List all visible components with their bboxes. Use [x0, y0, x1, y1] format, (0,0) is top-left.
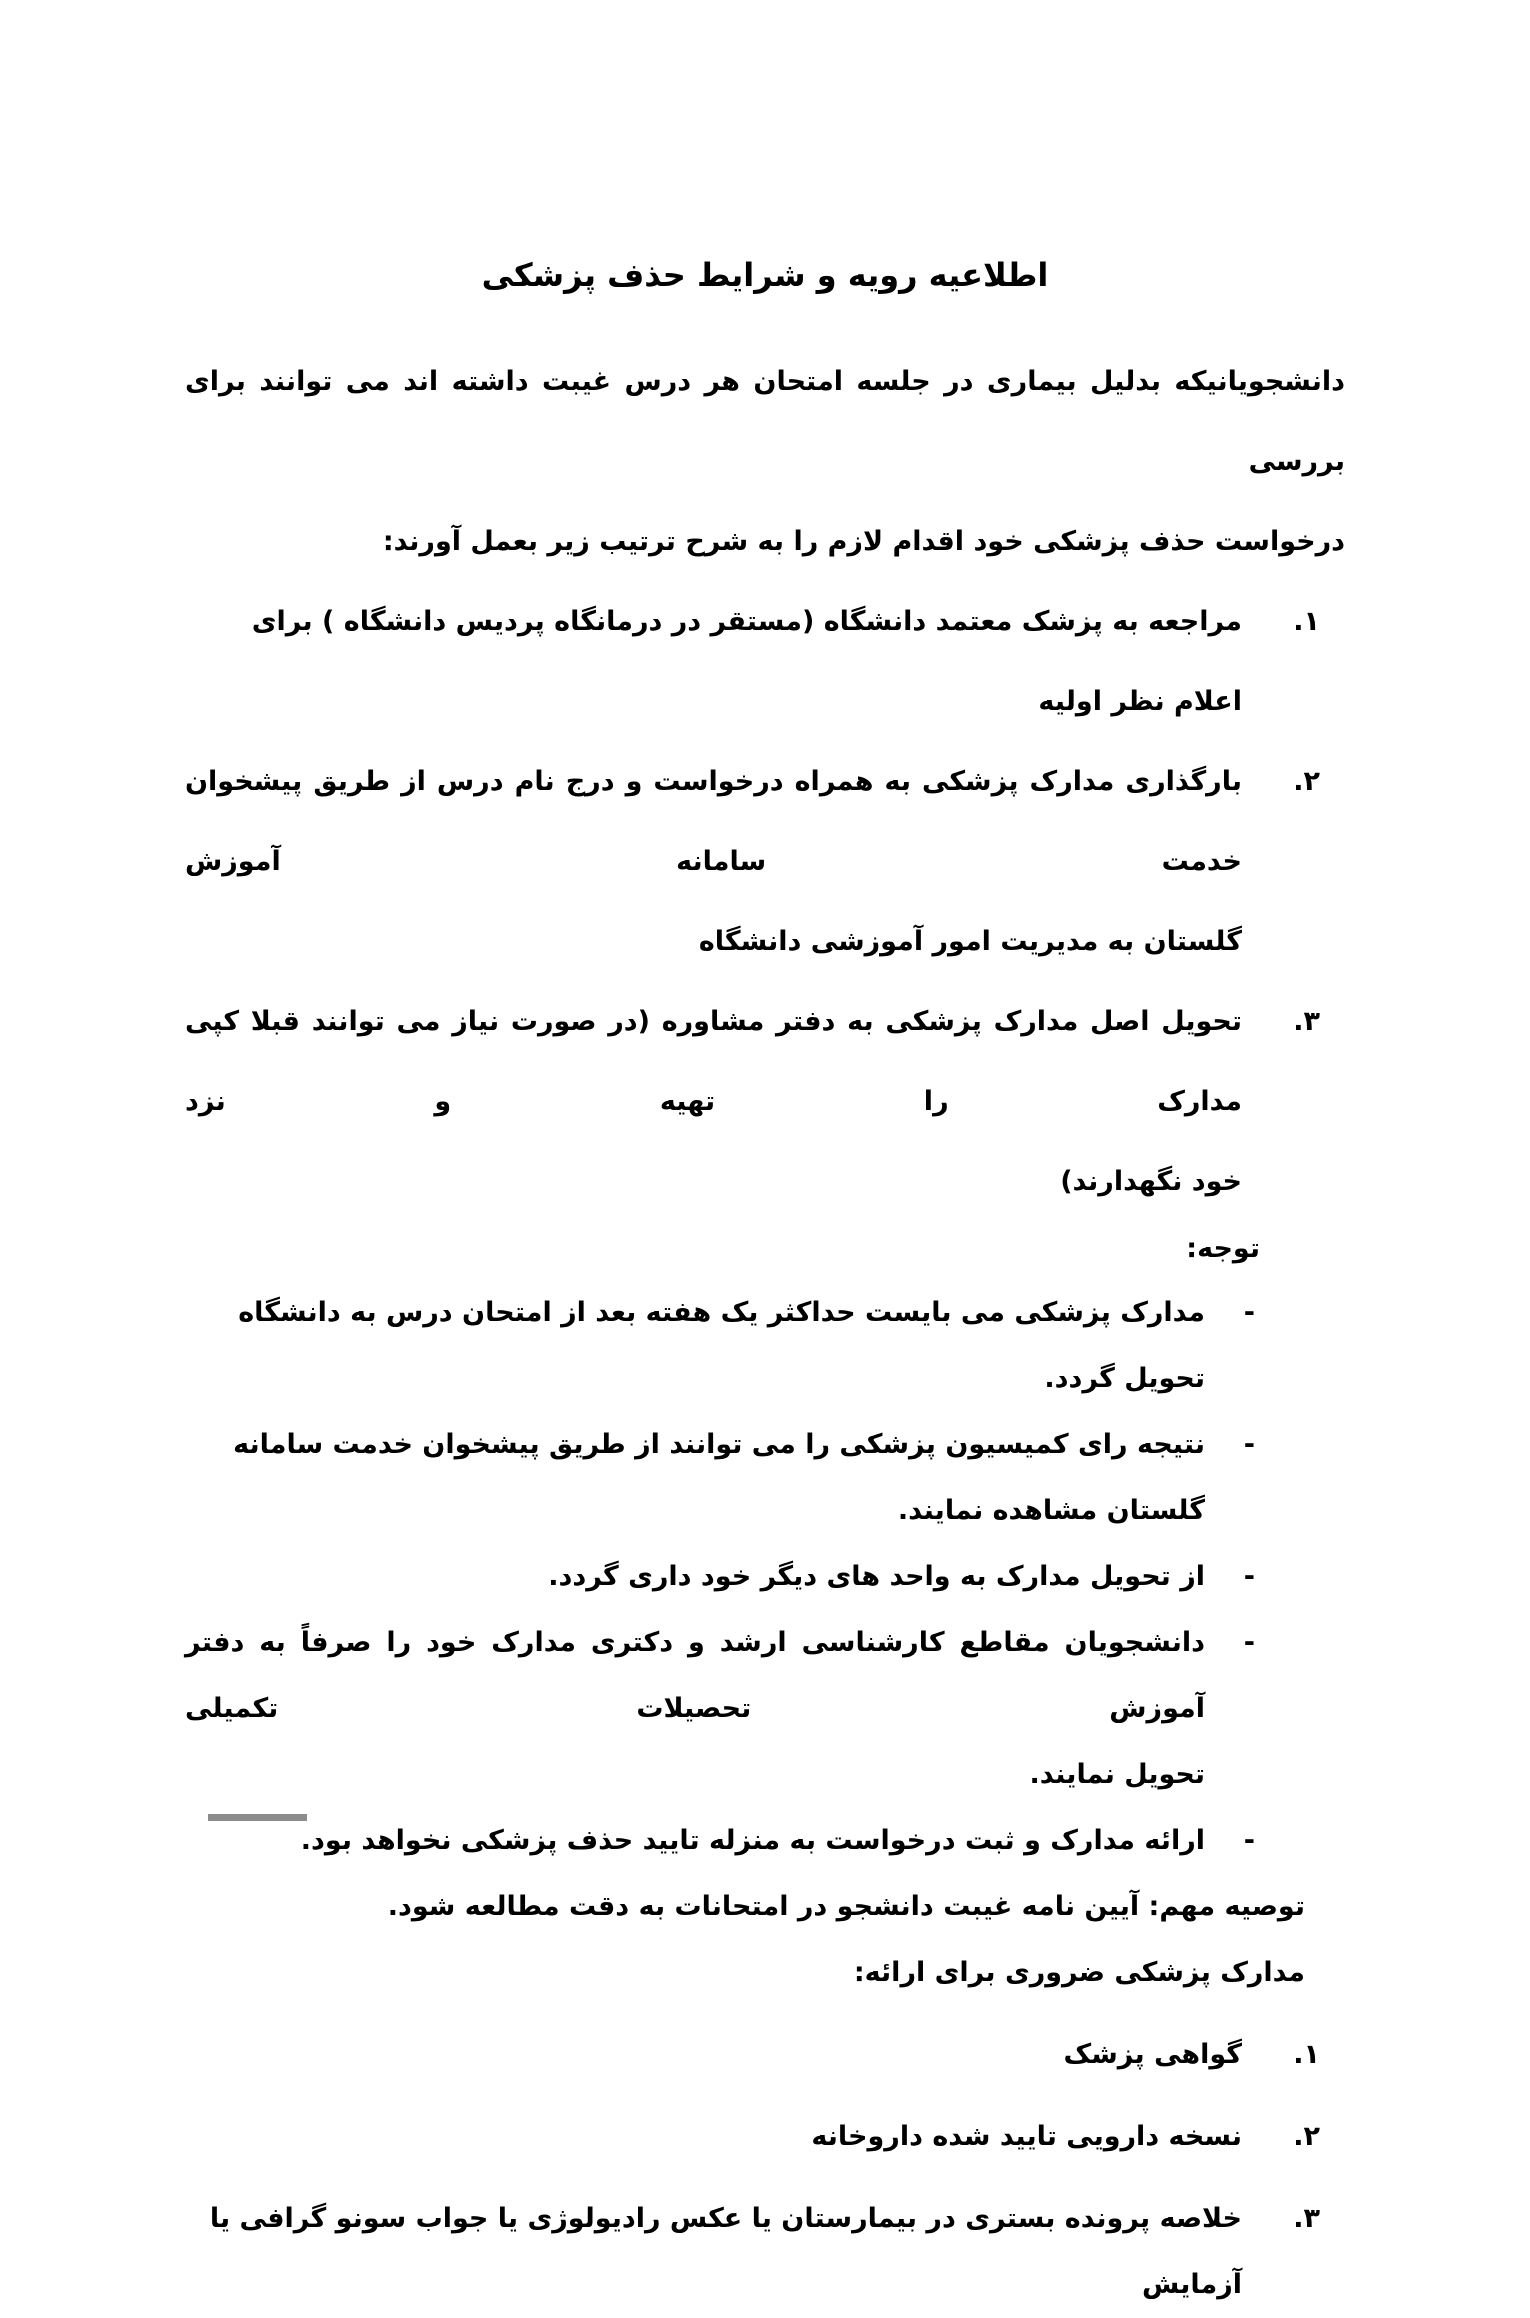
note-text [185, 1280, 1205, 1412]
text-line: مدارک پزشکی می بایست حداکثر یک هفته بعد از امتحان درس به دانشگاه تحویل گردد. [238, 1297, 1205, 1394]
notes-heading: توجه: [1186, 1233, 1260, 1264]
text-line: خلاصه پرونده بستری در بیمارستان یا عکس رادیولوژی یا جواب سونو گرافی یا آزمایش [209, 2203, 1242, 2300]
text-line: درخواست حذف پزشکی خود اقدام لازم را به شرح ترتیب زیر بعمل آورند: [382, 526, 1345, 557]
notes-list [185, 1280, 1345, 1874]
text-line: خود نگهدارند) [1060, 1166, 1242, 1197]
step-item [185, 582, 1345, 742]
text-line: گواهی پزشک [1063, 2039, 1242, 2070]
important-advice: توصیه مهم: آیین نامه غیبت دانشجو در امتحانات به دقت مطالعه شود. [387, 1891, 1305, 1922]
doc-text [185, 2022, 1242, 2088]
doc-number: ۳. [1293, 2203, 1320, 2234]
note-text [185, 1808, 1205, 1874]
step-item [185, 982, 1345, 1222]
text-line: گلستان به مدیریت امور آموزشی دانشگاه [698, 926, 1242, 957]
doc-item [185, 2022, 1345, 2088]
note-text [185, 1412, 1205, 1544]
text-line: بارگذاری مدارک پزشکی به همراه درخواست و درج نام درس از طریق پیشخوان خدمت سامانه آموزش [185, 766, 1242, 877]
step-number: ۳. [1293, 1006, 1320, 1037]
footer-line [208, 1814, 307, 1821]
note-item [185, 1544, 1345, 1610]
note-item [185, 1808, 1345, 1874]
note-item [185, 1610, 1345, 1808]
note-item [185, 1412, 1345, 1544]
note-item [185, 1280, 1345, 1412]
steps-list [185, 582, 1345, 1222]
dash-marker: - [1243, 1627, 1255, 1658]
dash-marker: - [1243, 1825, 1255, 1856]
dash-marker: - [1243, 1297, 1255, 1328]
step-number: ۲. [1293, 766, 1320, 797]
doc-item [185, 2186, 1345, 2318]
step-text [185, 982, 1242, 1222]
text-line: ارائه مدارک و ثبت درخواست به منزله تایید حذف پزشکی نخواهد بود. [300, 1825, 1205, 1856]
text-line: مراجعه به پزشک معتمد دانشگاه (مستقر در درمانگاه پردیس دانشگاه ) برای اعلام نظر اولیه [251, 606, 1242, 717]
note-text [185, 1610, 1205, 1808]
text-line: نسخه دارویی تایید شده داروخانه [811, 2121, 1242, 2152]
intro-paragraph [185, 342, 1345, 582]
required-docs-list [185, 2022, 1345, 2318]
text-line: تحویل نمایند. [1029, 1759, 1205, 1790]
text-line: دانشجویان مقاطع کارشناسی ارشد و دکتری مدارک خود را صرفاً به دفتر آموزش تحصیلات تکمیلی [185, 1627, 1205, 1724]
text-line: از تحویل مدارک به واحد های دیگر خود داری گردد. [548, 1561, 1205, 1592]
dash-marker: - [1243, 1561, 1255, 1592]
text-line: دانشجویانیکه بدلیل بیماری در جلسه امتحان هر درس غیبت داشته اند می توانند برای بررسی [185, 366, 1345, 477]
step-text [185, 582, 1242, 742]
document-title: اطلاعیه رویه و شرایط حذف پزشکی [481, 256, 1049, 294]
step-item [185, 742, 1345, 982]
required-docs-heading: مدارک پزشکی ضروری برای ارائه: [853, 1957, 1305, 1988]
text-line: نتیجه رای کمیسیون پزشکی را می توانند از طریق پیشخوان خدمت سامانه گلستان مشاهده نمایند. [233, 1429, 1205, 1526]
doc-text [185, 2186, 1242, 2318]
step-text [185, 742, 1242, 982]
doc-item [185, 2104, 1345, 2170]
doc-text [185, 2104, 1242, 2170]
note-text [185, 1544, 1205, 1610]
dash-marker: - [1243, 1429, 1255, 1460]
doc-number: ۲. [1293, 2121, 1320, 2152]
step-number: ۱. [1293, 606, 1320, 637]
doc-number: ۱. [1293, 2039, 1320, 2070]
text-line: تحویل اصل مدارک پزشکی به دفتر مشاوره (در صورت نیاز می توانند قبلا کپی مدارک را تهیه و نزد [185, 1006, 1242, 1117]
